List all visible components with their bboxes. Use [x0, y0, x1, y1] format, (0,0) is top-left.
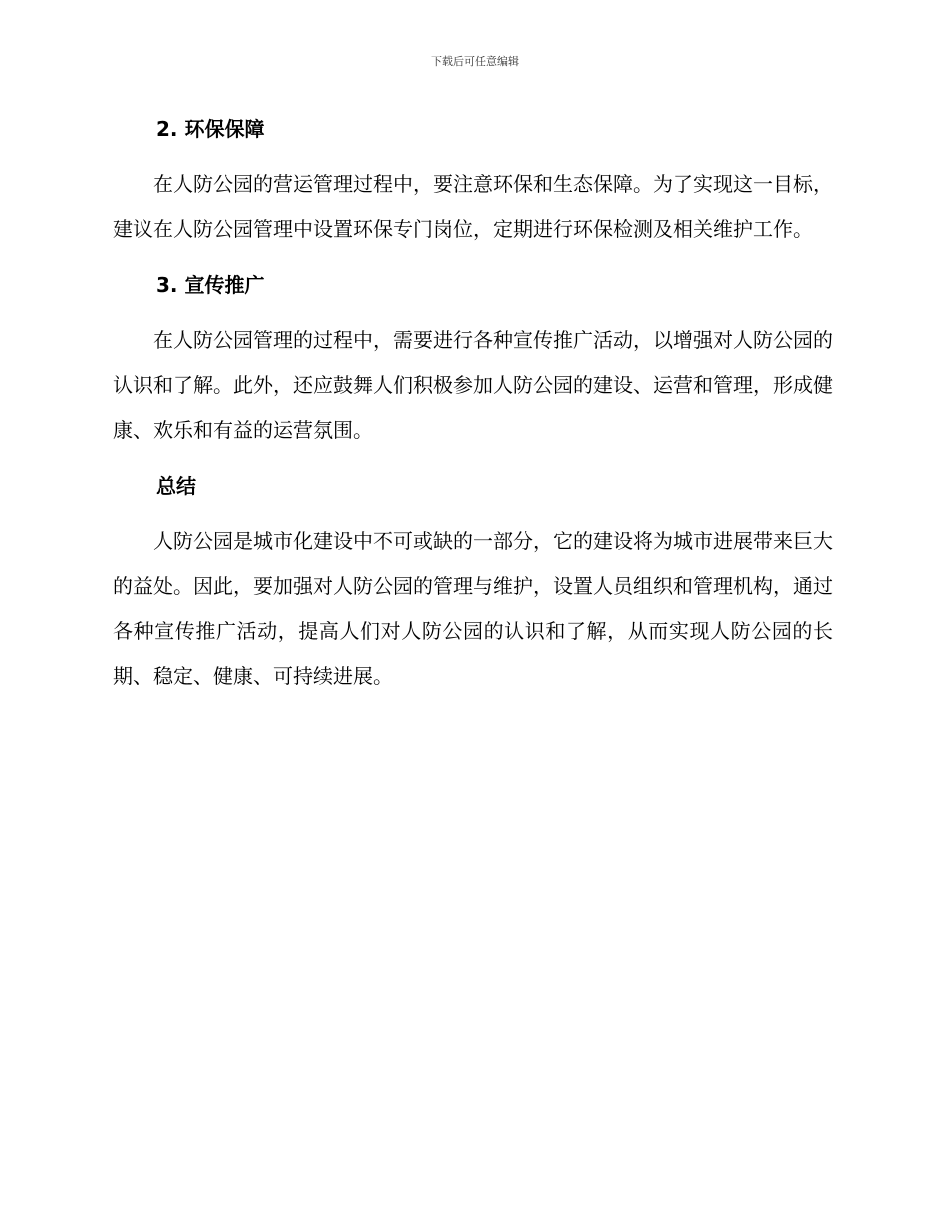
section-heading-promotion: 3. 宣传推广 [156, 273, 265, 297]
section-body-summary: 人防公园是城市化建设中不可或缺的一部分，它的建设将为城市进展带来巨大的益处。因此，要加强对人防公园的管理与维护，设置人员组织和管理机构，通过各种宣传推广活动，提高人们对人防公园的认识和了解，从而实现人防公园的长期、稳定、健康、可持续进展。 [113, 529, 833, 688]
section-heading-summary: 总结 [156, 474, 196, 498]
section-heading-environment: 2. 环保保障 [156, 117, 265, 141]
section-body-promotion: 在人防公园管理的过程中，需要进行各种宣传推广活动，以增强对人防公园的认识和了解。此外，还应鼓舞人们积极参加人防公园的建设、运营和管理，形成健康、欢乐和有益的运营氛围。 [113, 328, 833, 442]
document-body [113, 110, 833, 713]
page-header: 下载后可任意编辑 [431, 55, 519, 68]
section-body-environment: 在人防公园的营运管理过程中，要注意环保和生态保障。为了实现这一目标，建议在人防公园管理中设置环保专门岗位，定期进行环保检测及相关维护工作。 [113, 172, 833, 241]
